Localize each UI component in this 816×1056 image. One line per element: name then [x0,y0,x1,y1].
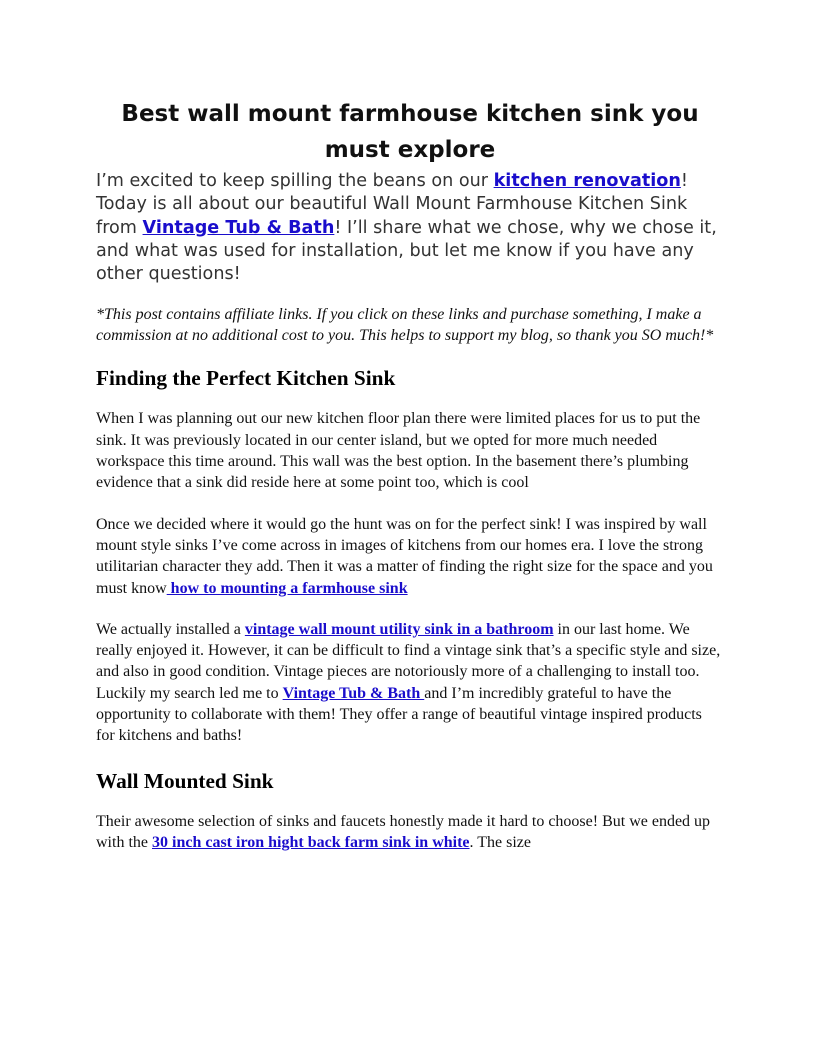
paragraph-floor-plan: When I was planning out our new kitchen floor plan there were limited places for us to put the sink. It was previously located in our center island, but we opted for more much needed workspace this time around. This wall was the best option. In the basement there’s plumbing evidence that a sink did reside here at some point too, which is cool [96,410,701,492]
paragraph-hunt [96,514,722,599]
vintage-tub-bath-link[interactable]: Vintage Tub & Bath [142,217,335,238]
vintage-text-3: and I’m incredibly grateful to have the opportunity to collaborate with them! They offer a range of beautiful vintage inspired products for kitchens and baths! [96,684,702,745]
intro-text-1: I’m excited to keep spilling the beans on our [96,171,494,191]
paragraph-selection [96,811,722,854]
hunt-text: Once we decided where it would go the hunt was on for the perfect sink! I was inspired by wall mount style sinks I’ve come across in images of kitchens from our homes era. I love the strong utilitarian character they add. Then it was a matter of finding the right size for the space and you must know [96,515,713,597]
selection-text-1: Their awesome selection of sinks and faucets honestly made it hard to choose! But we ended up with the [96,812,711,851]
vintage-text-2: in our last home. We really enjoyed it. However, it can be difficult to find a vintage sink that’s a specific style and size, and also in good condition. Vintage pieces are notoriously more of a challenging to install too. Luckily my search led me to [96,620,721,702]
section-heading-wall-mounted: Wall Mounted Sink [96,768,274,793]
affiliate-disclaimer: *This post contains affiliate links. If you click on these links and purchase something, I make a commission at no additional cost to you. This helps to support my blog, so thank you SO much!* [96,306,714,345]
intro-text-3: ! I’ll share what we chose, why we chose it, and what was used for installation, but let me know if you have any other questions! [96,217,717,285]
cast-iron-sink-link[interactable]: 30 inch cast iron hight back farm sink in white [152,833,470,851]
page-title: Best wall mount farmhouse kitchen sink you must explore [121,101,699,163]
vintage-text-1: We actually installed a [96,620,245,638]
vintage-utility-sink-link[interactable]: vintage wall mount utility sink in a bathroom [244,620,554,638]
kitchen-renovation-link[interactable]: kitchen renovation [493,171,681,191]
mounting-farmhouse-sink-link[interactable]: how to mounting a farmhouse sink [166,579,408,597]
intro-text-2: ! Today is all about our beautiful Wall Mount Farmhouse Kitchen Sink from [96,171,688,238]
selection-text-2: . The size [469,833,531,851]
intro-paragraph [96,170,722,286]
document-page [96,96,722,873]
section-heading-finding-sink: Finding the Perfect Kitchen Sink [96,366,396,391]
paragraph-vintage [96,619,722,747]
vintage-tub-bath-link-2[interactable]: Vintage Tub & Bath [282,684,425,702]
